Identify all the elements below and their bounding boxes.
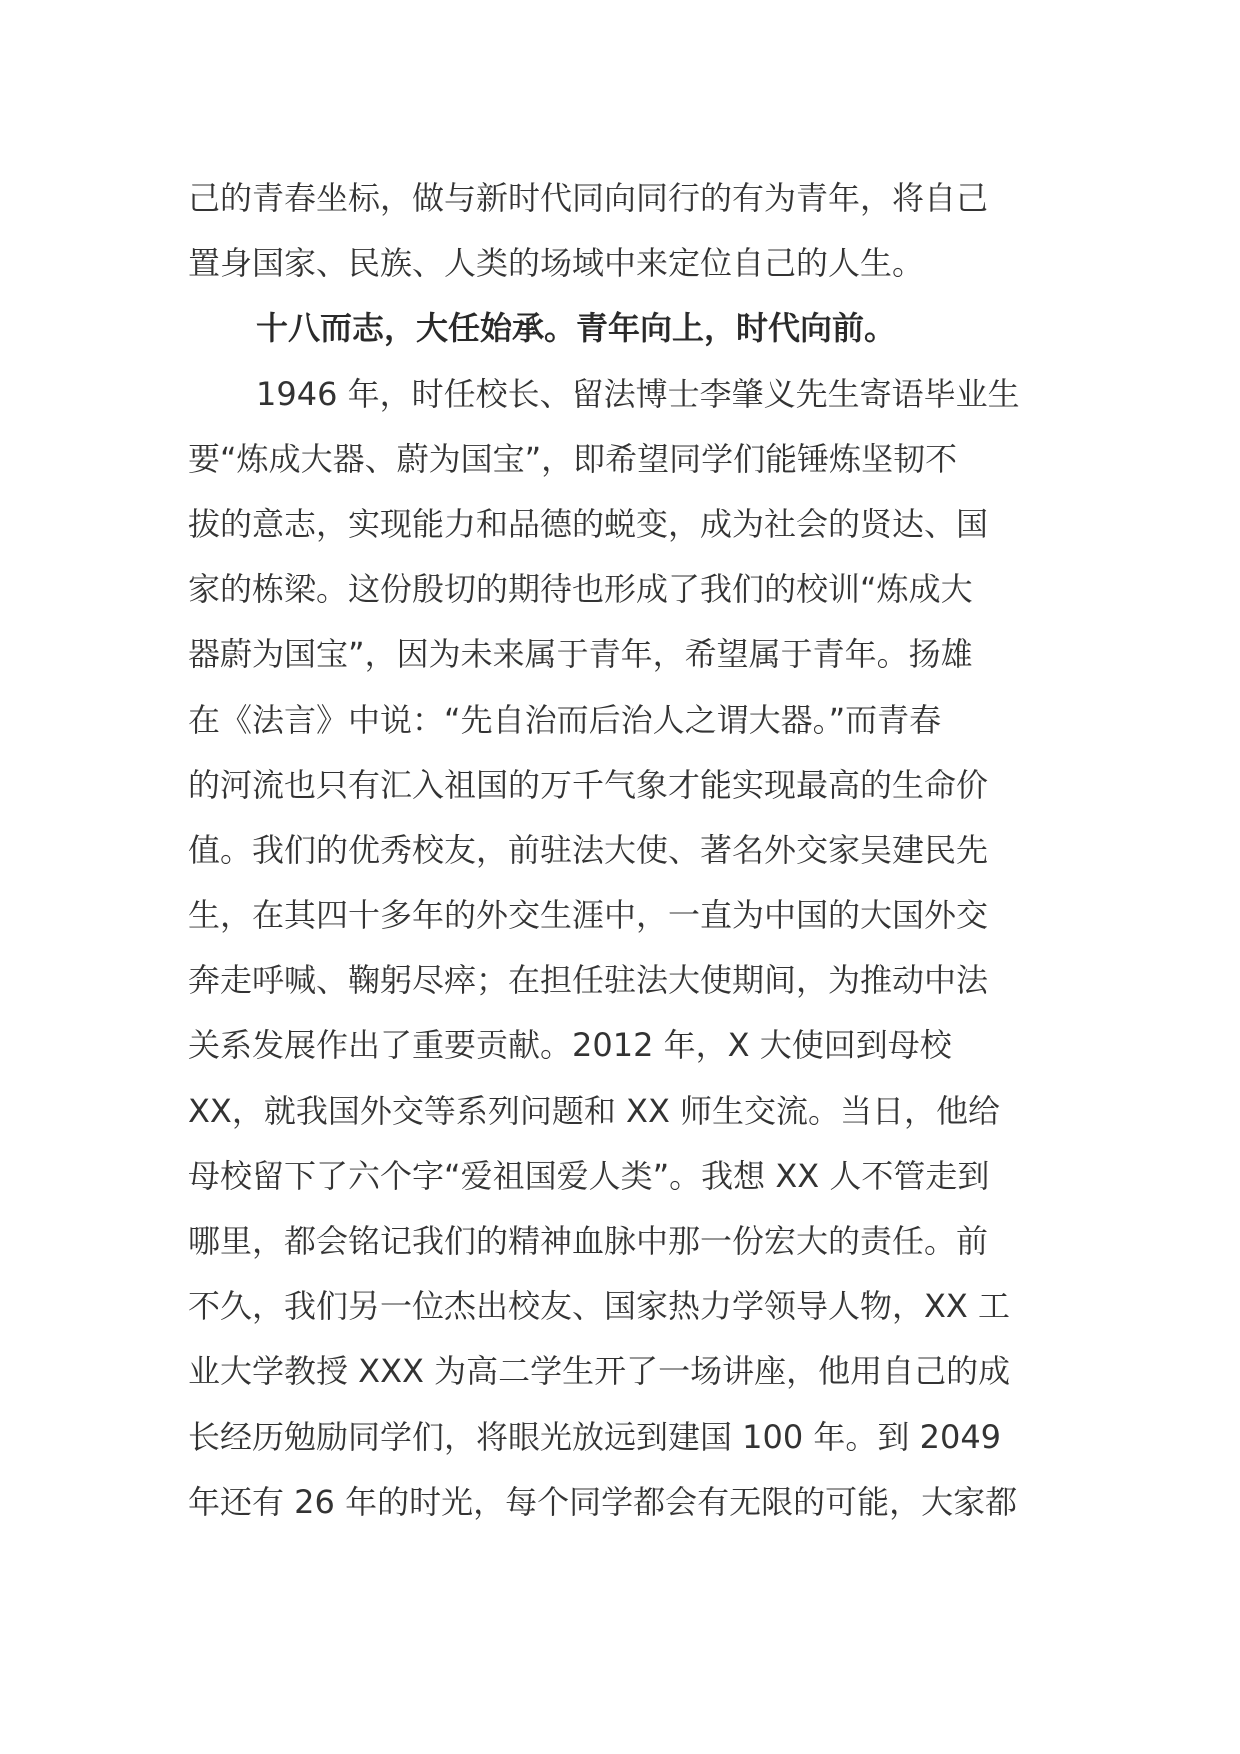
text-line: 业大学教授 XXX 为高二学生开了一场讲座，他用自己的成 bbox=[188, 1352, 1011, 1391]
section-heading: 十八而志，大任始承。青年向上，时代向前。 bbox=[256, 309, 897, 348]
text-line: 年还有 26 年的时光，每个同学都会有无限的可能，大家都 bbox=[188, 1482, 1018, 1521]
text-line: 家的栋梁。这份殷切的期待也形成了我们的校训“炼成大 bbox=[188, 570, 973, 609]
text-line: 置身国家、民族、人类的场域中来定位自己的人生。 bbox=[188, 244, 925, 283]
text-line: 器蔚为国宝”，因为未来属于青年，希望属于青年。扬雄 bbox=[188, 635, 973, 674]
text-line: 关系发展作出了重要贡献。2012 年，X 大使回到母校 bbox=[188, 1026, 952, 1065]
text-line: 哪里，都会铭记我们的精神血脉中那一份宏大的责任。前 bbox=[188, 1222, 989, 1260]
text-line: 不久，我们另一位杰出校友、国家热力学领导人物，XX 工 bbox=[188, 1287, 1011, 1326]
text-line: XX，就我国外交等系列问题和 XX 师生交流。当日，他给 bbox=[188, 1091, 1001, 1130]
document-body bbox=[188, 166, 1063, 1535]
text-line: 己的青春坐标，做与新时代同向同行的有为青年，将自己 bbox=[188, 179, 989, 217]
text-line: 在《法言》中说：“先自治而后治人之谓大器。”而青春 bbox=[188, 700, 942, 739]
text-line: 生，在其四十多年的外交生涯中，一直为中国的大国外交 bbox=[188, 896, 989, 935]
text-line: 的河流也只有汇入祖国的万千气象才能实现最高的生命价 bbox=[188, 765, 989, 804]
text-line: 拔的意志，实现能力和品德的蜕变，成为社会的贤达、国 bbox=[188, 504, 989, 543]
text-line: 值。我们的优秀校友，前驻法大使、著名外交家吴建民先 bbox=[188, 830, 989, 869]
text-line: 奔走呼喊、鞠躬尽瘁；在担任驻法大使期间，为推动中法 bbox=[188, 961, 989, 1000]
text-line: 母校留下了六个字“爱祖国爱人类”。我想 XX 人不管走到 bbox=[188, 1156, 990, 1195]
text-line: 长经历勉励同学们，将眼光放远到建国 100 年。到 2049 bbox=[188, 1417, 1002, 1456]
text-line: 要“炼成大器、蔚为国宝”，即希望同学们能锤炼坚韧不 bbox=[188, 439, 958, 478]
text-line: 1946 年，时任校长、留法博士李肇义先生寄语毕业生 bbox=[256, 374, 1020, 413]
